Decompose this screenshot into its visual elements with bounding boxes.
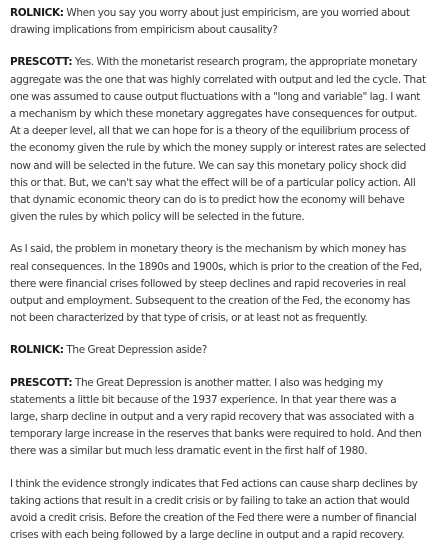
paragraph-text: The Great Depression aside?	[66, 344, 207, 357]
speaker-label: PRESCOTT:	[10, 56, 73, 69]
speaker-label: ROLNICK:	[10, 344, 64, 357]
speaker-label: ROLNICK:	[10, 7, 64, 19]
speaker-label: PRESCOTT:	[10, 376, 73, 389]
paragraph-prescott-answer-1937	[10, 375, 426, 461]
paragraph-text: Yes. With the monetarist research program, the appropriate monetary aggregate was the one that was highly correlated with output and led the cycle. That one was assumed to cause output fluctuations with a "long and variable" lag. I want a mechanism by which these monetary aggregates have consequences for output. At a deeper level, all that we can hope for is a theory of the equilibrium process of the economy given the rule by which the money supply or interest rates are selected now and will be selected in the future. We can say this monetary policy shock did this or that. But, we can't say what the effect will be of a particular policy action. All that dynamic economic theory can do is to predict how the economy will behave given the rules by which policy will be selected in the future.	[10, 56, 426, 224]
paragraph-text: As I said, the problem in monetary theory is the mechanism by which money has real consequences. In the 1890s and 1900s, which is prior to the creation of the Fed, there were financial crises followed by steep declines and rapid recoveries in real output and employment. Subsequent to the creation of the Fed, the economy has not been characterized by that type of crisis, or at least not as frequently.	[10, 243, 422, 325]
paragraph-text: The Great Depression is another matter. I also was hedging my statements a little bit because of the 1937 experience. In that year there was a large, sharp decline in output and a very rapid recovery that was associated with a temporary large increase in the reserves that banks were required to hold. And then there was a similar but much less dramatic event in the first half of 1980.	[10, 376, 422, 458]
paragraph-text: When you say you worry about just empiricism, are you worried about drawing implications from empiricism about causality?	[10, 7, 410, 37]
paragraph-rolnick-question-empiricism	[10, 5, 426, 39]
paragraph-rolnick-great-depression	[10, 342, 426, 359]
paragraph-prescott-answer-monetarist	[10, 54, 426, 226]
paragraph-text: I think the evidence strongly indicates that Fed actions can cause sharp declines by taking actions that result in a credit crisis or by failing to take an action that would avoid a credit crisis. Before the creation of the Fed there were a number of financial crises with each being followed by a large decline in output and a rapid recovery.	[10, 477, 418, 542]
paragraph-prescott-fed-actions	[10, 476, 426, 544]
paragraph-prescott-monetary-theory	[10, 241, 426, 327]
